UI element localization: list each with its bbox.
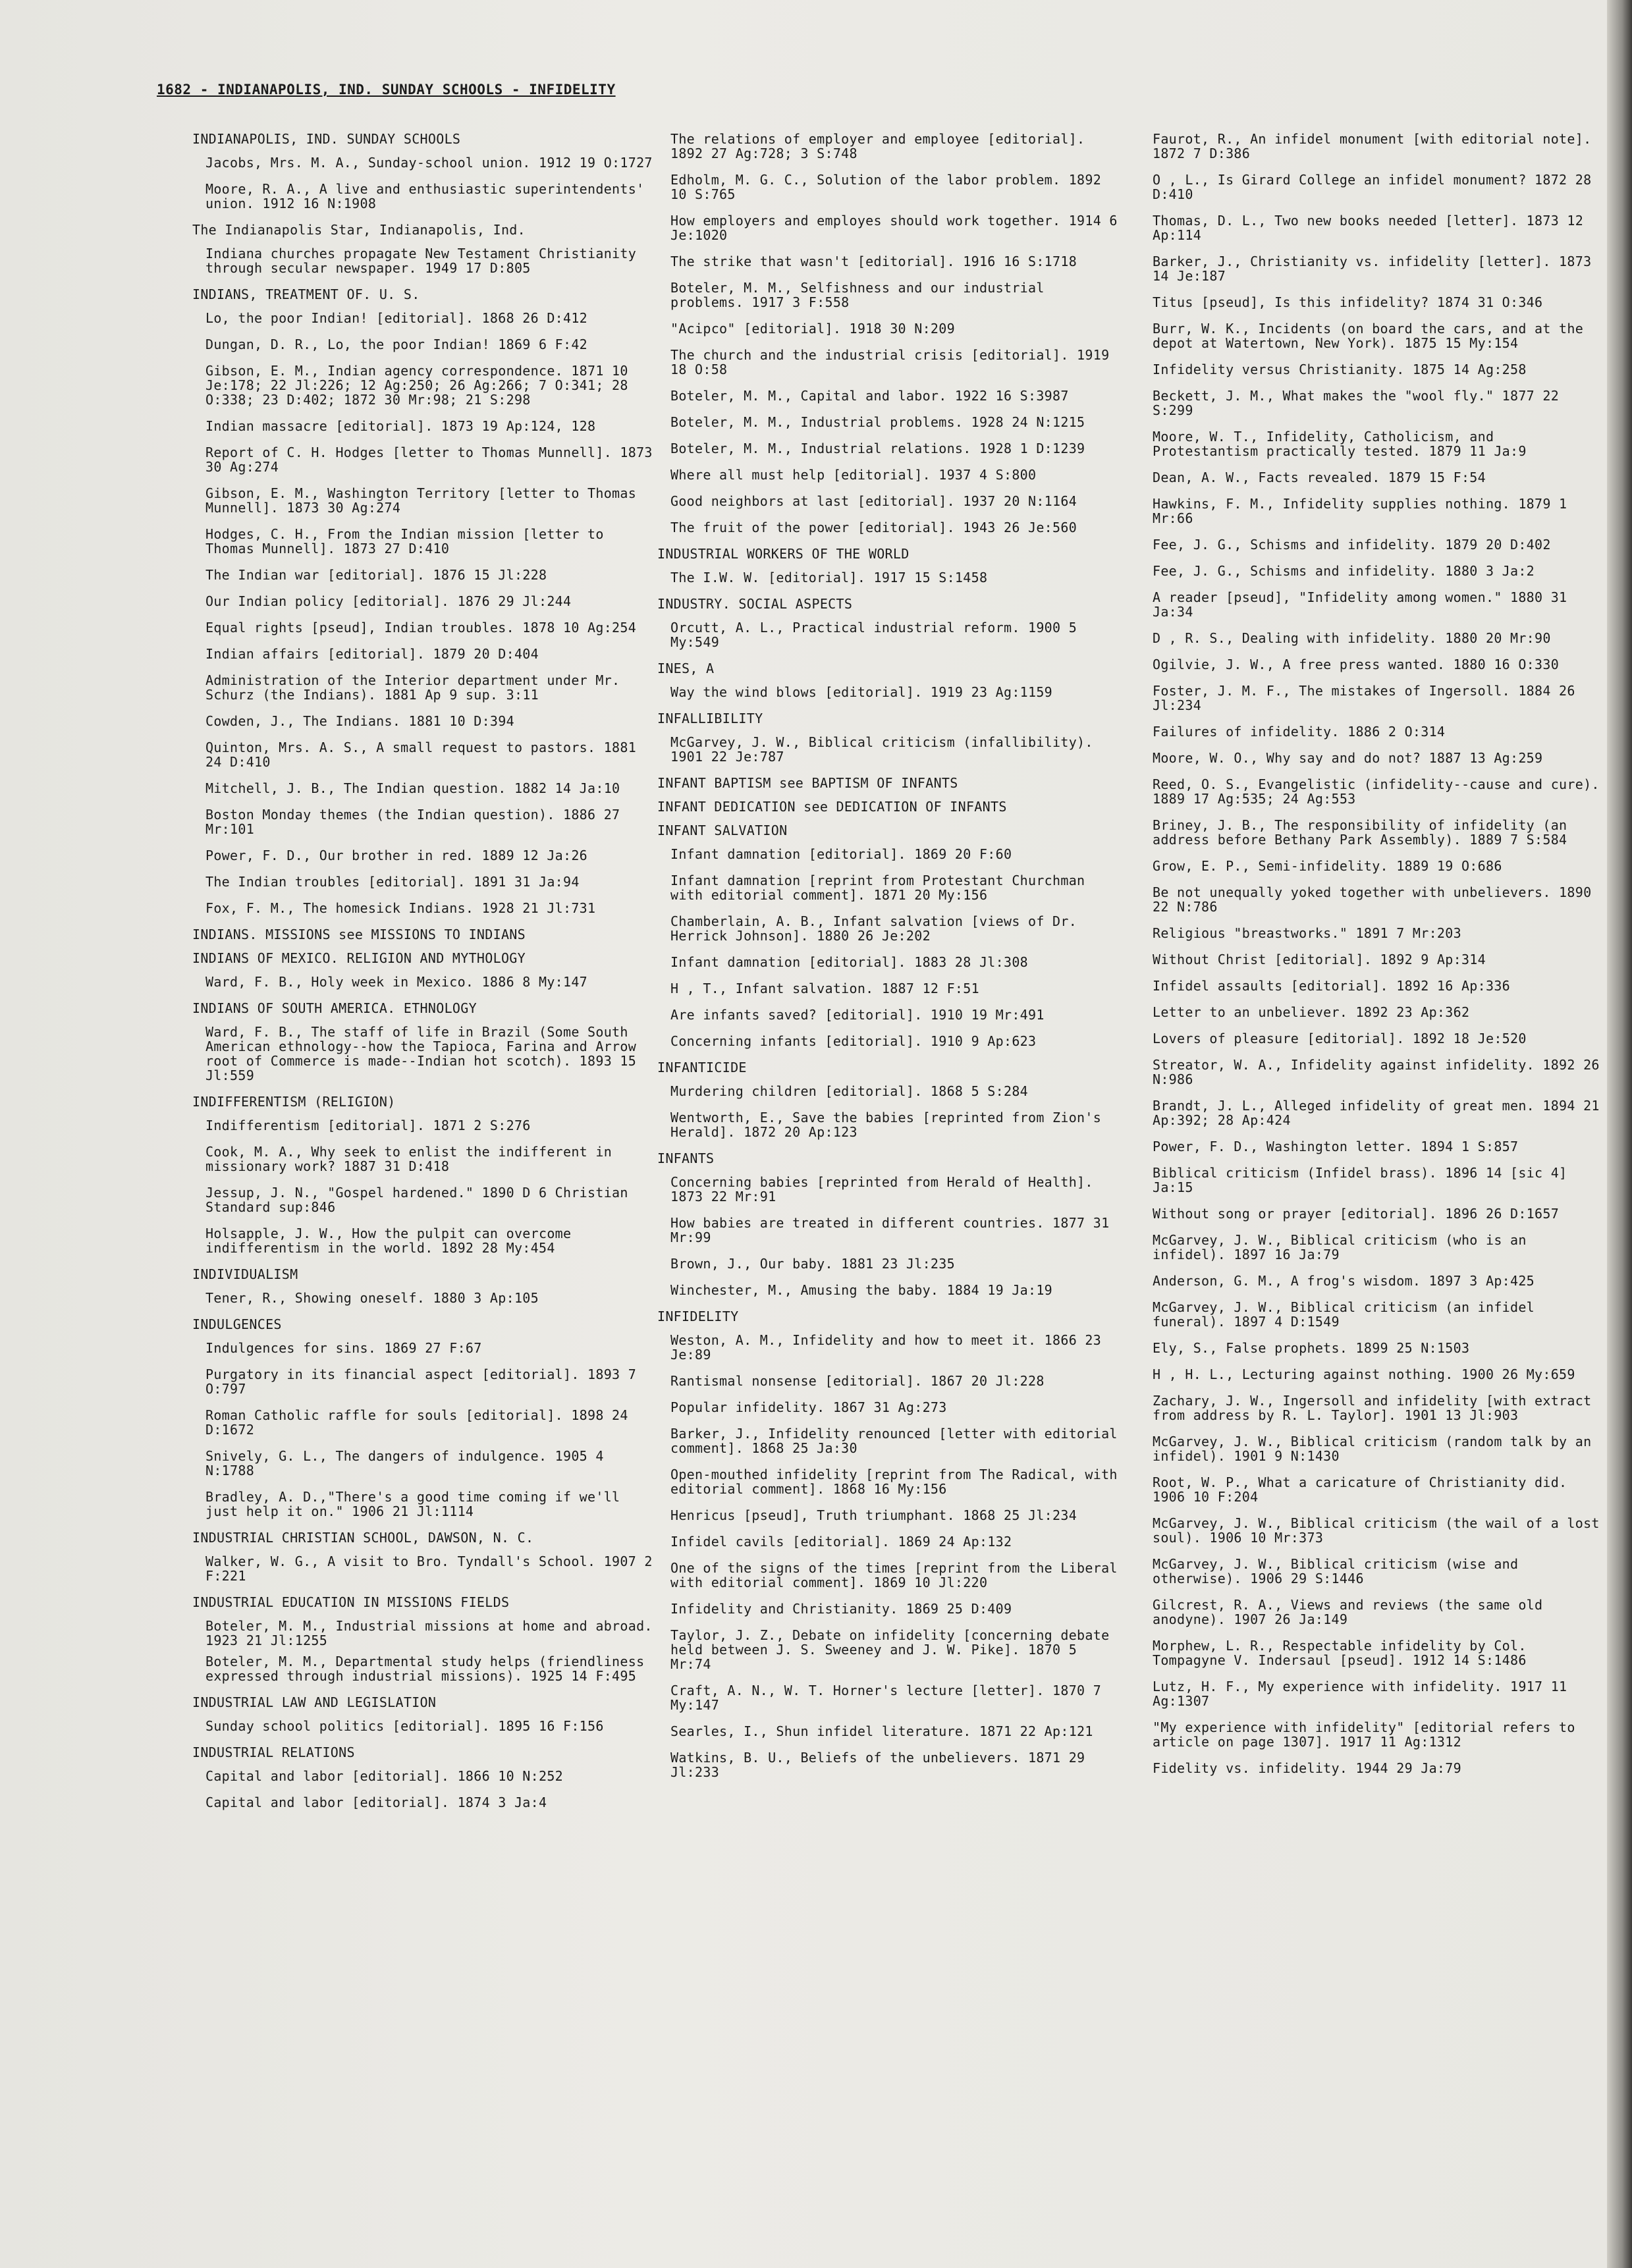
index-entry: Brandt, J. L., Alleged infidelity of great men. 1894 21 Ap:392; 28 Ap:424	[1153, 1098, 1600, 1128]
index-entry: The Indian troubles [editorial]. 1891 31 Ja:94	[205, 874, 580, 890]
index-entry: Gibson, E. M., Washington Territory [letter to Thomas Munnell]. 1873 30 Ag:274	[205, 485, 637, 516]
index-entry: Thomas, D. L., Two new books needed [letter]. 1873 12 Ap:114	[1153, 213, 1584, 243]
index-entry: Gilcrest, R. A., Views and reviews (the same old anodyne). 1907 26 Ja:149	[1153, 1597, 1543, 1627]
index-entry: Indulgences for sins. 1869 27 F:67	[205, 1340, 482, 1356]
index-column-2	[657, 132, 1118, 1791]
index-entry: Boteler, M. M., Departmental study helps (friendliness expressed through industrial missions). 1925 14 F:495	[205, 1654, 645, 1684]
index-entry: Without Christ [editorial]. 1892 9 Ap:314	[1153, 952, 1486, 967]
index-entry: Craft, A. N., W. T. Horner's lecture [letter]. 1870 7 My:147	[670, 1683, 1102, 1713]
index-entry: H , T., Infant salvation. 1887 12 F:51	[670, 981, 979, 996]
index-entry: Tener, R., Showing oneself. 1880 3 Ap:105	[205, 1290, 539, 1306]
index-entry: Infidelity versus Christianity. 1875 14 Ag:258	[1153, 362, 1527, 377]
index-entry: Roman Catholic raffle for souls [editorial]. 1898 24 D:1672	[205, 1407, 628, 1438]
index-entry: Fee, J. G., Schisms and infidelity. 1880 3 Ja:2	[1153, 563, 1535, 579]
index-entry: Gibson, E. M., Indian agency correspondence. 1871 10 Je:178; 22 Jl:226; 12 Ag:250; 26 Ag:266; 7 O:341; 28 O:338; 23 D:402; 1872 30 Mr:98; 21 S:298	[205, 363, 628, 408]
index-heading: INDIANS OF MEXICO. RELIGION AND MYTHOLOGY	[192, 950, 526, 966]
index-entry: Infant damnation [reprint from Protestant Churchman with editorial comment]. 1871 20 My:156	[670, 873, 1085, 903]
index-entry: McGarvey, J. W., Biblical criticism (the wail of a lost soul). 1906 10 Mr:373	[1153, 1515, 1600, 1546]
index-entry: Power, F. D., Our brother in red. 1889 12 Ja:26	[205, 848, 588, 863]
index-entry: Boteler, M. M., Capital and labor. 1922 16 S:3987	[670, 388, 1069, 404]
index-entry: Cowden, J., The Indians. 1881 10 D:394	[205, 713, 514, 729]
index-entry: Fidelity vs. infidelity. 1944 29 Ja:79	[1153, 1760, 1461, 1776]
index-entry: McGarvey, J. W., Biblical criticism (wise and otherwise). 1906 29 S:1446	[1153, 1556, 1519, 1586]
index-entry: McGarvey, J. W., Biblical criticism (infallibility). 1901 22 Je:787	[670, 734, 1093, 765]
index-entry: Zachary, J. W., Ingersoll and infidelity [with extract from address by R. L. Taylor]. 1901 13 Jl:903	[1153, 1393, 1592, 1423]
index-heading: INDUSTRIAL CHRISTIAN SCHOOL, DAWSON, N. C.	[192, 1530, 534, 1546]
index-entry: Open-mouthed infidelity [reprint from The Radical, with editorial comment]. 1868 16 My:156	[670, 1467, 1118, 1497]
index-entry: H , H. L., Lecturing against nothing. 1900 26 My:659	[1153, 1366, 1575, 1382]
index-entry: Hawkins, F. M., Infidelity supplies nothing. 1879 1 Mr:66	[1153, 496, 1567, 526]
index-entry: Jacobs, Mrs. M. A., Sunday-school union. 1912 19 O:1727	[205, 155, 653, 171]
index-entry: Popular infidelity. 1867 31 Ag:273	[670, 1399, 947, 1415]
index-entry: The relations of employer and employee [editorial]. 1892 27 Ag:728; 3 S:748	[670, 131, 1085, 161]
index-entry: Moore, R. A., A live and enthusiastic superintendents' union. 1912 16 N:1908	[205, 181, 645, 211]
index-entry: Boteler, M. M., Industrial missions at home and abroad. 1923 21 Jl:1255	[205, 1618, 653, 1648]
index-entry: How employers and employes should work together. 1914 6 Je:1020	[670, 213, 1118, 243]
index-entry: Indifferentism [editorial]. 1871 2 S:276	[205, 1118, 531, 1133]
index-heading: INFALLIBILITY	[657, 711, 763, 726]
index-heading: INDIANS, TREATMENT OF. U. S.	[192, 286, 420, 302]
index-heading: INDUSTRIAL LAW AND LEGISLATION	[192, 1694, 437, 1710]
index-entry: Infant damnation [editorial]. 1883 28 Jl:308	[670, 954, 1029, 970]
index-entry: McGarvey, J. W., Biblical criticism (random talk by an infidel). 1901 9 N:1430	[1153, 1434, 1592, 1464]
index-entry: Watkins, B. U., Beliefs of the unbelievers. 1871 29 Jl:233	[670, 1750, 1085, 1780]
index-entry: Streator, W. A., Infidelity against infidelity. 1892 26 N:986	[1153, 1057, 1600, 1087]
index-entry: Root, W. P., What a caricature of Christianity did. 1906 10 F:204	[1153, 1474, 1567, 1505]
index-entry: "Acipco" [editorial]. 1918 30 N:209	[670, 321, 955, 337]
index-entry: Indiana churches propagate New Testament Christianity through secular newspaper. 1949 17 D:805	[205, 246, 637, 276]
index-entry: Infidel assaults [editorial]. 1892 16 Ap:336	[1153, 978, 1511, 994]
index-entry: Anderson, G. M., A frog's wisdom. 1897 3 Ap:425	[1153, 1273, 1535, 1289]
index-heading: INDIVIDUALISM	[192, 1266, 298, 1282]
index-heading: INDIANS. MISSIONS see MISSIONS TO INDIANS	[192, 927, 526, 942]
index-entry: The I.W. W. [editorial]. 1917 15 S:1458	[670, 570, 988, 585]
index-entry: Letter to an unbeliever. 1892 23 Ap:362	[1153, 1004, 1470, 1020]
index-entry: Dean, A. W., Facts revealed. 1879 15 F:54	[1153, 470, 1486, 485]
index-entry: McGarvey, J. W., Biblical criticism (an infidel funeral). 1897 4 D:1549	[1153, 1299, 1535, 1330]
index-entry: Barker, J., Christianity vs. infidelity [letter]. 1873 14 Je:187	[1153, 254, 1592, 284]
index-entry: Rantismal nonsense [editorial]. 1867 20 Jl:228	[670, 1373, 1045, 1389]
index-entry: Reed, O. S., Evangelistic (infidelity--cause and cure). 1889 17 Ag:535; 24 Ag:553	[1153, 776, 1600, 807]
index-entry: Boteler, M. M., Industrial problems. 1928 24 N:1215	[670, 414, 1085, 430]
index-heading: INFANTS	[657, 1150, 715, 1166]
index-entry: Wentworth, E., Save the babies [reprinted from Zion's Herald]. 1872 20 Ap:123	[670, 1110, 1102, 1140]
index-entry: Our Indian policy [editorial]. 1876 29 Jl:244	[205, 593, 572, 609]
index-heading: INDULGENCES	[192, 1316, 282, 1332]
index-entry: Titus [pseud], Is this infidelity? 1874 31 O:346	[1153, 294, 1543, 310]
index-heading: INDUSTRIAL EDUCATION IN MISSIONS FIELDS	[192, 1594, 510, 1610]
book-binding-shadow	[1607, 0, 1632, 2268]
index-entry: Murdering children [editorial]. 1868 5 S:284	[670, 1083, 1029, 1099]
index-entry: Holsapple, J. W., How the pulpit can overcome indifferentism in the world. 1892 28 My:454	[205, 1226, 572, 1256]
index-entry: Infidelity and Christianity. 1869 25 D:409	[670, 1601, 1012, 1617]
index-entry: "My experience with infidelity" [editorial refers to article on page 1307]. 1917 11 Ag:1312	[1153, 1719, 1575, 1750]
index-entry: Brown, J., Our baby. 1881 23 Jl:235	[670, 1256, 955, 1272]
index-heading: INFIDELITY	[657, 1309, 739, 1324]
index-entry: Lutz, H. F., My experience with infidelity. 1917 11 Ag:1307	[1153, 1679, 1567, 1709]
index-entry: Beckett, J. M., What makes the "wool fly." 1877 22 S:299	[1153, 388, 1560, 418]
index-entry: Good neighbors at last [editorial]. 1937 20 N:1164	[670, 493, 1077, 509]
index-entry: Bradley, A. D.,"There's a good time coming if we'll just help it on." 1906 21 Jl:1114	[205, 1489, 620, 1519]
index-entry: Henricus [pseud], Truth triumphant. 1868 25 Jl:234	[670, 1507, 1077, 1523]
index-entry: The church and the industrial crisis [editorial]. 1919 18 O:58	[670, 347, 1110, 377]
index-entry: Religious "breastworks." 1891 7 Mr:203	[1153, 925, 1461, 941]
index-entry: Equal rights [pseud], Indian troubles. 1878 10 Ag:254	[205, 620, 637, 635]
index-entry: Capital and labor [editorial]. 1866 10 N:252	[205, 1768, 564, 1784]
index-entry: Cook, M. A., Why seek to enlist the indifferent in missionary work? 1887 31 D:418	[205, 1144, 612, 1174]
index-entry: Edholm, M. G. C., Solution of the labor problem. 1892 10 S:765	[670, 172, 1102, 202]
index-entry: Boston Monday themes (the Indian question). 1886 27 Mr:101	[205, 807, 620, 837]
index-entry: Hodges, C. H., From the Indian mission [letter to Thomas Munnell]. 1873 27 D:410	[205, 526, 604, 556]
index-entry: Where all must help [editorial]. 1937 4 S:800	[670, 467, 1037, 483]
index-heading: INFANT DEDICATION see DEDICATION OF INFANTS	[657, 799, 1007, 815]
running-head: 1682 - INDIANAPOLIS, IND. SUNDAY SCHOOLS - INFIDELITY	[157, 82, 616, 97]
index-entry: Infidel cavils [editorial]. 1869 24 Ap:132	[670, 1534, 1012, 1550]
index-heading: INFANT BAPTISM see BAPTISM OF INFANTS	[657, 775, 958, 791]
index-entry: Morphew, L. R., Respectable infidelity by Col. Tompagyne V. Indersaul [pseud]. 1912 14 S:1486	[1153, 1638, 1527, 1668]
index-entry: Walker, W. G., A visit to Bro. Tyndall's School. 1907 2 F:221	[205, 1553, 653, 1584]
index-heading: INFANTICIDE	[657, 1060, 747, 1075]
index-entry: Way the wind blows [editorial]. 1919 23 Ag:1159	[670, 684, 1053, 700]
index-column-1	[192, 132, 653, 1822]
index-entry: O , L., Is Girard College an infidel monument? 1872 28 D:410	[1153, 172, 1592, 202]
index-column-3	[1139, 132, 1600, 1787]
index-entry: Taylor, J. Z., Debate on infidelity [concerning debate held between J. S. Sweeney and J. W. Pike]. 1870 5 Mr:74	[670, 1627, 1110, 1672]
index-entry: Indian affairs [editorial]. 1879 20 D:404	[205, 646, 539, 662]
index-entry: Concerning infants [editorial]. 1910 9 Ap:623	[670, 1033, 1037, 1049]
index-entry: Administration of the Interior department under Mr. Schurz (the Indians). 1881 Ap 9 sup. 3:11	[205, 672, 620, 703]
index-entry: Power, F. D., Washington letter. 1894 1 S:857	[1153, 1139, 1519, 1154]
index-entry: Lovers of pleasure [editorial]. 1892 18 Je:520	[1153, 1031, 1527, 1046]
index-entry: Searles, I., Shun infidel literature. 1871 22 Ap:121	[670, 1723, 1093, 1739]
index-heading: INDIANAPOLIS, IND. SUNDAY SCHOOLS	[192, 131, 461, 147]
index-entry: Be not unequally yoked together with unbelievers. 1890 22 N:786	[1153, 884, 1592, 915]
index-entry: Burr, W. K., Incidents (on board the cars, and at the depot at Watertown, New York). 1875 15 My:154	[1153, 321, 1584, 351]
index-entry: Moore, W. T., Infidelity, Catholicism, and Protestantism practically tested. 1879 11 Ja:9	[1153, 429, 1527, 459]
index-entry: Chamberlain, A. B., Infant salvation [views of Dr. Herrick Johnson]. 1880 26 Je:202	[670, 913, 1077, 944]
index-entry: The strike that wasn't [editorial]. 1916 16 S:1718	[670, 254, 1077, 269]
index-entry: McGarvey, J. W., Biblical criticism (who is an infidel). 1897 16 Ja:79	[1153, 1232, 1527, 1262]
index-entry: Briney, J. B., The responsibility of infidelity (an address before Bethany Park Assembly). 1889 7 S:584	[1153, 817, 1567, 848]
index-heading: INDIFFERENTISM (RELIGION)	[192, 1094, 396, 1110]
index-heading: INES, A	[657, 661, 715, 676]
index-entry: Indian massacre [editorial]. 1873 19 Ap:124, 128	[205, 418, 596, 434]
index-entry: Are infants saved? [editorial]. 1910 19 Mr:491	[670, 1007, 1045, 1023]
index-entry: Fox, F. M., The homesick Indians. 1928 21 Jl:731	[205, 900, 596, 916]
index-entry: Concerning babies [reprinted from Herald of Health]. 1873 22 Mr:91	[670, 1174, 1093, 1204]
index-entry: Weston, A. M., Infidelity and how to meet it. 1866 23 Je:89	[670, 1332, 1102, 1363]
index-heading: INDIANS OF SOUTH AMERICA. ETHNOLOGY	[192, 1000, 477, 1016]
index-entry: Orcutt, A. L., Practical industrial reform. 1900 5 My:549	[670, 620, 1077, 650]
index-entry: Infant damnation [editorial]. 1869 20 F:60	[670, 846, 1012, 862]
index-entry: One of the signs of the times [reprint from the Liberal with editorial comment]. 1869 10 Jl:220	[670, 1560, 1118, 1590]
index-entry: Biblical criticism (Infidel brass). 1896 14 [sic 4] Ja:15	[1153, 1165, 1567, 1195]
index-entry: Boteler, M. M., Industrial relations. 1928 1 D:1239	[670, 441, 1085, 456]
index-entry: How babies are treated in different countries. 1877 31 Mr:99	[670, 1215, 1110, 1245]
index-entry: Barker, J., Infidelity renounced [letter with editorial comment]. 1868 25 Ja:30	[670, 1426, 1118, 1456]
index-entry: A reader [pseud], "Infidelity among women." 1880 31 Ja:34	[1153, 589, 1567, 620]
index-entry: Mitchell, J. B., The Indian question. 1882 14 Ja:10	[205, 780, 620, 796]
index-heading: The Indianapolis Star, Indianapolis, Ind.	[192, 222, 526, 238]
index-entry: Ely, S., False prophets. 1899 25 N:1503	[1153, 1340, 1470, 1356]
index-entry: Foster, J. M. F., The mistakes of Ingersoll. 1884 26 Jl:234	[1153, 683, 1575, 713]
index-heading: INDUSTRIAL RELATIONS	[192, 1744, 355, 1760]
index-entry: The Indian war [editorial]. 1876 15 Jl:228	[205, 567, 547, 583]
index-entry: Winchester, M., Amusing the baby. 1884 19 Ja:19	[670, 1282, 1053, 1298]
index-entry: Fee, J. G., Schisms and infidelity. 1879 20 D:402	[1153, 537, 1551, 553]
index-entry: Ogilvie, J. W., A free press wanted. 1880 16 O:330	[1153, 657, 1560, 672]
index-heading: INFANT SALVATION	[657, 823, 788, 838]
index-entry: Jessup, J. N., "Gospel hardened." 1890 D 6 Christian Standard sup:846	[205, 1185, 628, 1215]
index-entry: Faurot, R., An infidel monument [with editorial note]. 1872 7 D:386	[1153, 131, 1592, 161]
index-entry: Moore, W. O., Why say and do not? 1887 13 Ag:259	[1153, 750, 1543, 766]
index-entry: Boteler, M. M., Selfishness and our industrial problems. 1917 3 F:558	[670, 280, 1045, 310]
index-entry: Report of C. H. Hodges [letter to Thomas Munnell]. 1873 30 Ag:274	[205, 445, 653, 475]
index-entry: Ward, F. B., The staff of life in Brazil (Some South American ethnology--how the Tapioca, Farina and Arrow root of Commerce is made--Indian hot scotch). 1893 15 Jl:559	[205, 1024, 637, 1083]
index-entry: Ward, F. B., Holy week in Mexico. 1886 8 My:147	[205, 974, 588, 990]
index-entry: Without song or prayer [editorial]. 1896 26 D:1657	[1153, 1206, 1560, 1222]
index-entry: Capital and labor [editorial]. 1874 3 Ja:4	[205, 1795, 547, 1810]
index-entry: Purgatory in its financial aspect [editorial]. 1893 7 O:797	[205, 1366, 637, 1397]
index-entry: Quinton, Mrs. A. S., A small request to pastors. 1881 24 D:410	[205, 740, 637, 770]
index-entry: Snively, G. L., The dangers of indulgence. 1905 4 N:1788	[205, 1448, 604, 1478]
index-entry: Lo, the poor Indian! [editorial]. 1868 26 D:412	[205, 310, 588, 326]
index-entry: Sunday school politics [editorial]. 1895 16 F:156	[205, 1718, 604, 1734]
index-entry: Dungan, D. R., Lo, the poor Indian! 1869 6 F:42	[205, 337, 588, 352]
index-entry: Grow, E. P., Semi-infidelity. 1889 19 O:686	[1153, 858, 1502, 874]
index-entry: Failures of infidelity. 1886 2 O:314	[1153, 724, 1446, 740]
index-entry: The fruit of the power [editorial]. 1943 26 Je:560	[670, 520, 1077, 535]
index-heading: INDUSTRY. SOCIAL ASPECTS	[657, 596, 853, 612]
index-heading: INDUSTRIAL WORKERS OF THE WORLD	[657, 546, 910, 562]
index-entry: D , R. S., Dealing with infidelity. 1880 20 Mr:90	[1153, 630, 1551, 646]
